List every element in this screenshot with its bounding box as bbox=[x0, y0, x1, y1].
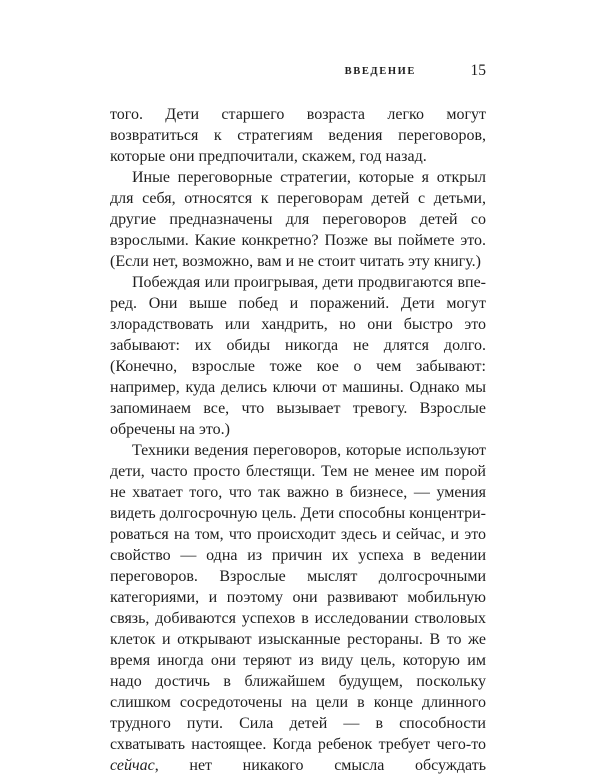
paragraph-4-text-after: , нет никакого смысла обсуждать bbox=[154, 757, 486, 774]
page-number: 15 bbox=[470, 62, 486, 79]
section-title: ВВЕДЕНИЕ bbox=[344, 66, 416, 77]
paragraph-4 bbox=[110, 440, 486, 776]
paragraph-1: того. Дети старшего возраста легко могут возвратиться к стратегиям ведения переговоров, которые они предпочитали, скажем, год назад. bbox=[110, 106, 486, 165]
paragraph-4-emphasis: сейчас bbox=[110, 757, 155, 774]
running-head bbox=[110, 62, 486, 84]
paragraph-3: Побеждая или проигрывая, дети продвигаются вперед. Они выше побед и поражений. Дети могут злорадствовать или хандрить, но они быстро это забывают: их обиды никогда не длятся долго. (Конечно, взрослые тоже кое о чем забывают: например, куда делись ключи от машины. Однако мы запоминаем все, что вызывает тревогу. Взрослые обречены на это.) bbox=[110, 274, 486, 438]
paragraph-2: Иные переговорные стратегии, которые я открыл для себя, относятся к переговорам детей с детьми, другие предназначены для переговоров детей со взрослыми. Какие конкретно? Позже вы поймете это. (Если нет, возможно, вам и не стоит читать эту книгу.) bbox=[110, 169, 486, 270]
paragraph-4-text-before: Техники ведения переговоров, которые используют дети, часто просто блестящи. Тем не менее им порой не хватает того, что так важно в бизнесе, — умения видеть долгосрочную цель. Дети способны концентрироваться на том, что происходит здесь и сейчас, и это свойство — одна из причин их успеха в ведении переговоров. Взрослые мыслят долгосрочными категориями, и поэтому они развивают мобильную связь, добиваются успехов в исследовании стволовых клеток и открывают изысканные рестораны. В то же время иногда они теряют из виду цель, которую им надо достичь в ближайшем будущем, поскольку слишком сосредоточены на цели в конце длинного трудного пути. Сила детей — в способности схватывать настоящее. Когда ребенок требует чего-то bbox=[110, 442, 486, 753]
body-text bbox=[110, 104, 486, 776]
